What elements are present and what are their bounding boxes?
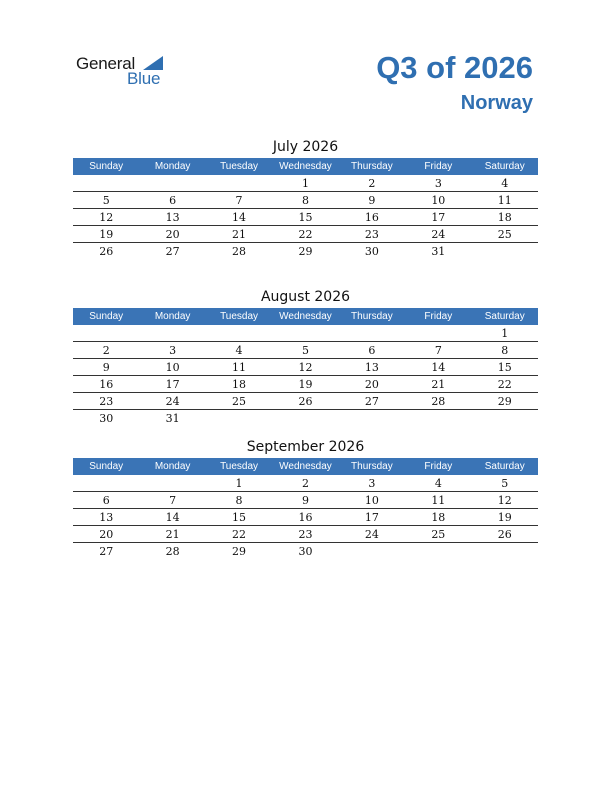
day-cell xyxy=(206,325,272,341)
day-cell: 23 xyxy=(364,228,379,241)
day-cell: 15 xyxy=(497,361,512,374)
weekday-header: Friday xyxy=(424,161,453,172)
day-cell: 24 xyxy=(431,228,446,241)
day-cell: 8 xyxy=(235,494,243,507)
day-cell xyxy=(139,175,205,191)
day-cell: 3 xyxy=(434,177,442,190)
day-cell: 13 xyxy=(99,511,114,524)
weekday-header: Wednesday xyxy=(279,161,332,172)
day-cell: 21 xyxy=(232,228,247,241)
weekday-header: Wednesday xyxy=(279,311,332,322)
day-cell: 16 xyxy=(298,511,313,524)
day-cell: 3 xyxy=(368,477,376,490)
day-cell: 21 xyxy=(431,378,446,391)
day-cell xyxy=(339,325,405,341)
day-cell: 12 xyxy=(298,361,313,374)
day-cell: 1 xyxy=(235,477,243,490)
day-cell: 10 xyxy=(364,494,379,507)
day-cell: 23 xyxy=(298,528,313,541)
day-cell xyxy=(472,543,538,559)
day-cell: 10 xyxy=(165,361,180,374)
day-cell: 22 xyxy=(298,228,313,241)
month-july xyxy=(73,136,538,259)
day-cell: 28 xyxy=(232,245,247,258)
weekday-header: Saturday xyxy=(484,311,525,322)
weekday-header: Monday xyxy=(154,461,191,472)
day-cell: 18 xyxy=(232,378,247,391)
weekday-header: Friday xyxy=(424,311,453,322)
day-cell: 19 xyxy=(298,378,313,391)
day-cell: 17 xyxy=(364,511,379,524)
day-cell xyxy=(405,543,471,559)
day-cell: 20 xyxy=(99,528,114,541)
weekday-header: Thursday xyxy=(351,161,393,172)
day-cell: 31 xyxy=(431,245,446,258)
day-cell: 13 xyxy=(364,361,379,374)
day-cell: 10 xyxy=(431,194,446,207)
weekday-header-row xyxy=(73,308,538,325)
day-cell: 24 xyxy=(364,528,379,541)
day-cell: 22 xyxy=(232,528,247,541)
day-cell: 7 xyxy=(235,194,243,207)
day-cell: 16 xyxy=(99,378,114,391)
day-cell: 9 xyxy=(102,361,110,374)
day-cell: 7 xyxy=(169,494,177,507)
day-cell xyxy=(272,410,338,426)
day-cell: 7 xyxy=(434,344,442,357)
day-cell: 26 xyxy=(298,395,313,408)
country-label: Norway xyxy=(460,92,533,114)
day-cell: 28 xyxy=(165,545,180,558)
day-cell: 20 xyxy=(364,378,379,391)
day-cell: 29 xyxy=(298,245,313,258)
day-cell: 30 xyxy=(364,245,379,258)
weekday-header: Monday xyxy=(154,311,191,322)
day-cell xyxy=(272,325,338,341)
month-title: September 2026 xyxy=(246,439,365,455)
day-cell: 4 xyxy=(501,177,509,190)
day-cell: 11 xyxy=(232,361,247,374)
day-cell: 19 xyxy=(99,228,114,241)
month-august xyxy=(73,286,538,426)
week-row xyxy=(73,243,538,259)
day-cell: 4 xyxy=(434,477,442,490)
week-row xyxy=(73,393,538,410)
day-cell xyxy=(472,243,538,259)
week-row xyxy=(73,342,538,359)
day-cell xyxy=(206,175,272,191)
day-cell: 1 xyxy=(301,177,309,190)
weekday-header: Sunday xyxy=(89,311,124,322)
week-row xyxy=(73,526,538,543)
day-cell: 28 xyxy=(431,395,446,408)
day-cell: 30 xyxy=(298,545,313,558)
day-cell: 22 xyxy=(497,378,512,391)
weekday-header: Saturday xyxy=(484,161,525,172)
day-cell: 5 xyxy=(501,477,509,490)
day-cell: 18 xyxy=(497,211,512,224)
day-cell: 29 xyxy=(232,545,247,558)
day-cell: 31 xyxy=(165,412,180,425)
day-cell xyxy=(206,410,272,426)
week-row xyxy=(73,410,538,426)
logo-text-general: General xyxy=(76,54,136,73)
weekday-header: Tuesday xyxy=(220,311,259,322)
day-cell xyxy=(139,475,205,491)
week-row xyxy=(73,509,538,526)
weekday-header: Saturday xyxy=(484,461,525,472)
day-cell: 6 xyxy=(102,494,110,507)
day-cell: 23 xyxy=(99,395,114,408)
day-cell xyxy=(73,325,139,341)
day-cell: 8 xyxy=(301,194,309,207)
day-cell: 14 xyxy=(431,361,446,374)
day-cell: 12 xyxy=(497,494,512,507)
day-cell xyxy=(139,325,205,341)
logo-text-blue: Blue xyxy=(127,69,161,88)
page-title: Q3 of 2026 xyxy=(376,50,533,85)
week-row xyxy=(73,226,538,243)
day-cell xyxy=(73,175,139,191)
weekday-header: Thursday xyxy=(351,311,393,322)
day-cell xyxy=(339,410,405,426)
day-cell: 8 xyxy=(501,344,509,357)
day-cell: 19 xyxy=(497,511,512,524)
day-cell: 27 xyxy=(99,545,114,558)
brand-logo xyxy=(76,54,186,88)
week-row xyxy=(73,209,538,226)
day-cell: 25 xyxy=(497,228,512,241)
day-cell: 2 xyxy=(301,477,309,490)
day-cell: 1 xyxy=(501,327,509,340)
day-cell: 6 xyxy=(368,344,376,357)
week-row xyxy=(73,192,538,209)
weekday-header-row xyxy=(73,158,538,175)
day-cell: 21 xyxy=(165,528,180,541)
day-cell: 26 xyxy=(99,245,114,258)
day-cell: 11 xyxy=(497,194,512,207)
day-cell: 2 xyxy=(368,177,376,190)
weekday-header: Monday xyxy=(154,161,191,172)
day-cell: 3 xyxy=(169,344,177,357)
day-cell: 30 xyxy=(99,412,114,425)
day-cell xyxy=(405,325,471,341)
week-row xyxy=(73,475,538,492)
week-row xyxy=(73,543,538,559)
day-cell: 12 xyxy=(99,211,114,224)
weekday-header: Sunday xyxy=(89,161,124,172)
month-september xyxy=(73,436,538,559)
logo-triangle-icon xyxy=(143,56,163,70)
weekday-header: Thursday xyxy=(351,461,393,472)
day-cell: 27 xyxy=(165,245,180,258)
weekday-header: Sunday xyxy=(89,461,124,472)
day-cell: 4 xyxy=(235,344,243,357)
day-cell: 17 xyxy=(431,211,446,224)
day-cell: 27 xyxy=(364,395,379,408)
day-cell xyxy=(405,410,471,426)
day-cell xyxy=(73,475,139,491)
day-cell xyxy=(472,410,538,426)
day-cell: 18 xyxy=(431,511,446,524)
day-cell: 20 xyxy=(165,228,180,241)
weekday-header: Friday xyxy=(424,461,453,472)
month-title: August 2026 xyxy=(260,289,351,305)
day-cell: 24 xyxy=(165,395,180,408)
day-cell: 5 xyxy=(102,194,110,207)
day-cell: 15 xyxy=(232,511,247,524)
week-row xyxy=(73,325,538,342)
month-title: July 2026 xyxy=(272,139,339,155)
weekday-header-row xyxy=(73,458,538,475)
week-row xyxy=(73,492,538,509)
day-cell: 9 xyxy=(301,494,309,507)
weekday-header: Tuesday xyxy=(220,461,259,472)
weekday-header: Tuesday xyxy=(220,161,259,172)
day-cell: 25 xyxy=(431,528,446,541)
week-row xyxy=(73,175,538,192)
weekday-header: Wednesday xyxy=(279,461,332,472)
day-cell: 26 xyxy=(497,528,512,541)
week-row xyxy=(73,359,538,376)
day-cell: 25 xyxy=(232,395,247,408)
day-cell: 13 xyxy=(165,211,180,224)
day-cell: 17 xyxy=(165,378,180,391)
day-cell: 29 xyxy=(497,395,512,408)
day-cell: 9 xyxy=(368,194,376,207)
day-cell: 14 xyxy=(232,211,247,224)
day-cell: 11 xyxy=(431,494,446,507)
day-cell: 2 xyxy=(102,344,110,357)
week-row xyxy=(73,376,538,393)
day-cell: 15 xyxy=(298,211,313,224)
day-cell: 14 xyxy=(165,511,180,524)
day-cell: 16 xyxy=(364,211,379,224)
day-cell: 5 xyxy=(301,344,309,357)
day-cell: 6 xyxy=(169,194,177,207)
day-cell xyxy=(339,543,405,559)
